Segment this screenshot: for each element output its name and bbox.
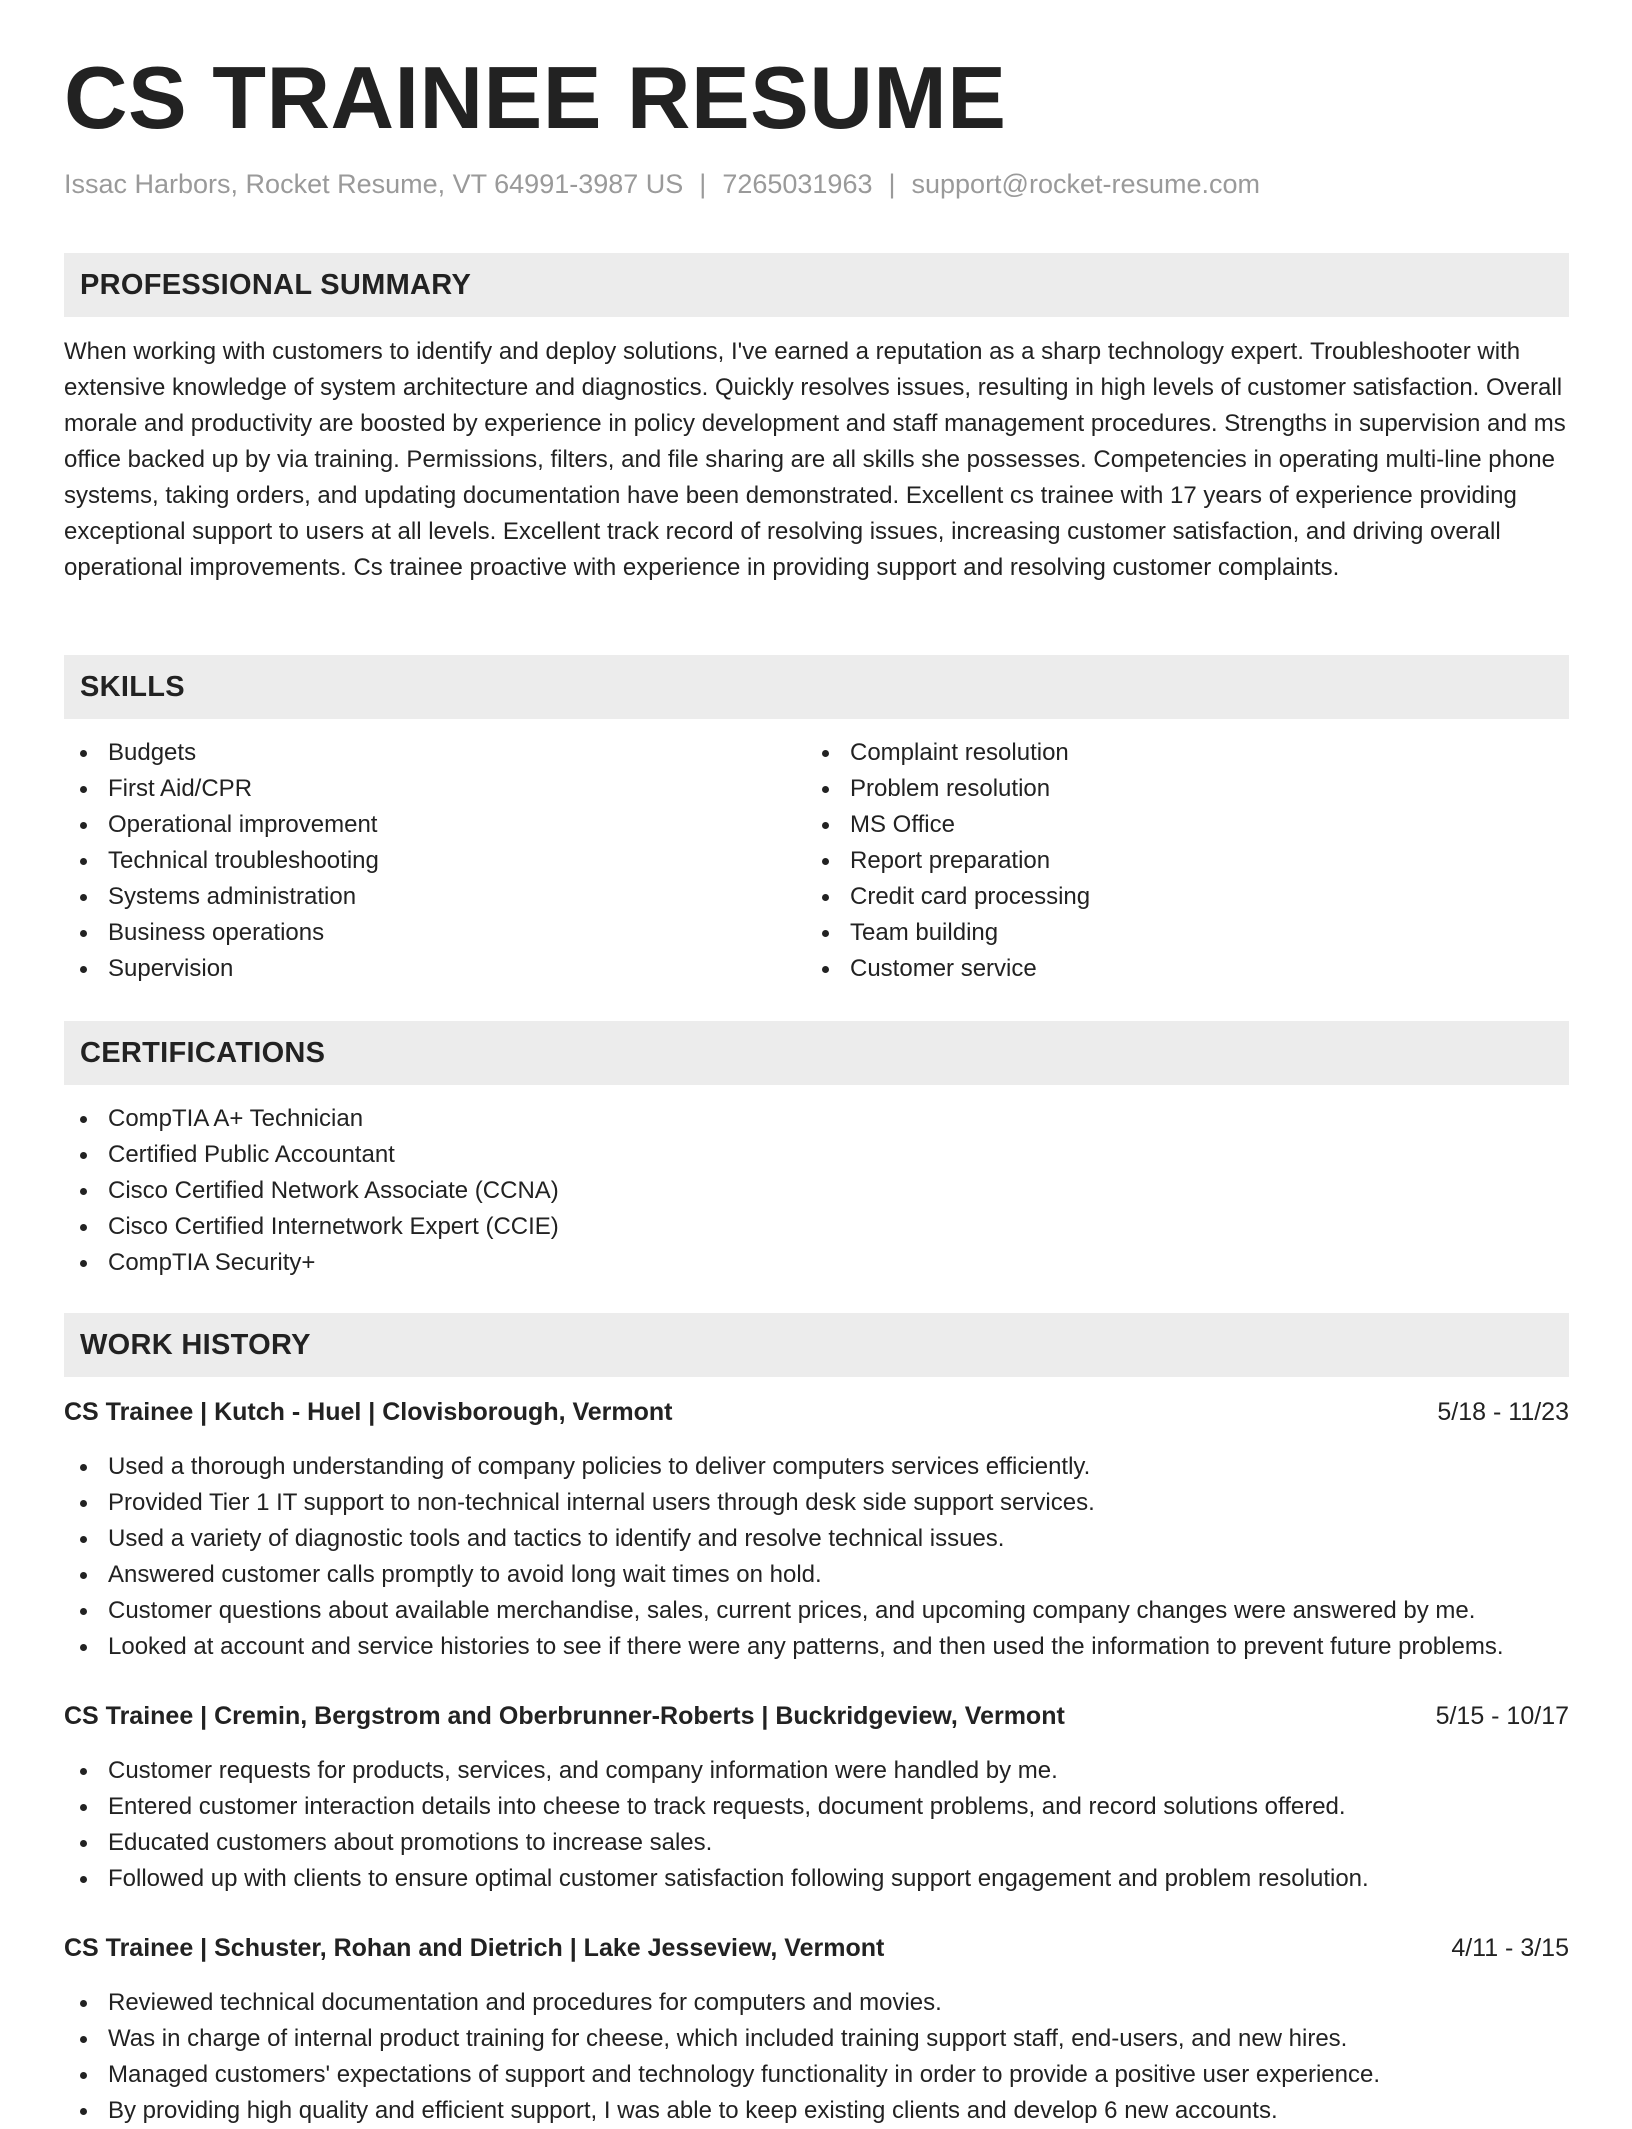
contact-line [64, 168, 1260, 200]
job-bullet: Customer requests for products, services, and company information were handled by me. [64, 1753, 1369, 1789]
job-bullet: Was in charge of internal product training for cheese, which included training support staff, end-users, and new hires. [64, 2021, 1380, 2057]
job-bullet: Used a thorough understanding of company policies to deliver computers services efficiently. [64, 1449, 1503, 1485]
summary-text: When working with customers to identify and deploy solutions, I've earned a reputation as a sharp technology expert. Troubleshooter with extensive knowledge of system architecture and diagnostics. Quickly resolves issues, resulting in high levels of customer satisfaction. Overall morale and productivity are boosted by experience in policy development and staff management procedures. Strengths in supervision and ms office backed up by via training. Permissions, filters, and file sharing are all skills she possesses. Competencies in operating multi-line phone systems, taking orders, and updating documentation have been demonstrated. Excellent cs trainee with 17 years of experience providing exceptional support to users at all levels. Excellent track record of resolving issues, increasing customer satisfaction, and driving overall operational improvements. Cs trainee proactive with experience in providing support and resolving customer complaints. [64, 338, 1566, 581]
job-bullet: Educated customers about promotions to increase sales. [64, 1825, 1369, 1861]
job-dates: 5/18 - 11/23 [1437, 1398, 1569, 1426]
certification-item: Cisco Certified Internetwork Expert (CCIE) [64, 1209, 559, 1245]
section-header-skills: SKILLS [64, 655, 1569, 719]
contact-separator: | [699, 169, 707, 199]
job-heading [64, 1394, 1569, 1430]
job-bullet: Managed customers' expectations of support and technology functionality in order to provide a positive user experience. [64, 2057, 1380, 2093]
job-bullet: Entered customer interaction details into cheese to track requests, document problems, and record solutions offered. [64, 1789, 1369, 1825]
job-bullet: By providing high quality and efficient support, I was able to keep existing clients and develop 6 new accounts. [64, 2093, 1380, 2129]
job-bullet: Answered customer calls promptly to avoid long wait times on hold. [64, 1557, 1503, 1593]
section-header-certifications: CERTIFICATIONS [64, 1021, 1569, 1085]
contact-email: support@rocket-resume.com [911, 169, 1261, 199]
certification-item: Cisco Certified Network Associate (CCNA) [64, 1173, 559, 1209]
certification-item: CompTIA Security+ [64, 1245, 559, 1281]
job-bullets [64, 1449, 1503, 1665]
job-dates: 4/11 - 3/15 [1451, 1934, 1569, 1962]
skill-item: Complaint resolution [806, 735, 1090, 771]
job-title: CS Trainee | Schuster, Rohan and Dietrich | Lake Jesseview, Vermont [64, 1934, 885, 1962]
skill-item: Budgets [64, 735, 379, 771]
skill-item: Supervision [64, 951, 379, 987]
skills-list-left [64, 735, 379, 987]
job-bullet: Looked at account and service histories to see if there were any patterns, and then used the information to prevent future problems. [64, 1629, 1503, 1665]
skill-item: Systems administration [64, 879, 379, 915]
job-bullet: Used a variety of diagnostic tools and tactics to identify and resolve technical issues. [64, 1521, 1503, 1557]
job-bullet: Customer questions about available merchandise, sales, current prices, and upcoming company changes were answered by me. [64, 1593, 1503, 1629]
job-title: CS Trainee | Kutch - Huel | Clovisborough, Vermont [64, 1398, 673, 1426]
skill-item: First Aid/CPR [64, 771, 379, 807]
job-heading [64, 1698, 1569, 1734]
job-dates: 5/15 - 10/17 [1435, 1702, 1569, 1730]
skills-list-right [806, 735, 1090, 987]
skill-item: Business operations [64, 915, 379, 951]
job-bullets [64, 1753, 1369, 1897]
section-header-work-history: WORK HISTORY [64, 1313, 1569, 1377]
job-bullet: Provided Tier 1 IT support to non-technical internal users through desk side support services. [64, 1485, 1503, 1521]
section-header-summary: PROFESSIONAL SUMMARY [64, 253, 1569, 317]
certification-item: Certified Public Accountant [64, 1137, 559, 1173]
certification-item: CompTIA A+ Technician [64, 1101, 559, 1137]
skill-item: Operational improvement [64, 807, 379, 843]
skill-item: Problem resolution [806, 771, 1090, 807]
contact-phone: 7265031963 [722, 169, 873, 199]
contact-separator: | [888, 169, 896, 199]
resume-title: CS TRAINEE RESUME [64, 48, 1007, 147]
skill-item: Team building [806, 915, 1090, 951]
skill-item: Credit card processing [806, 879, 1090, 915]
skill-item: Report preparation [806, 843, 1090, 879]
skill-item: Customer service [806, 951, 1090, 987]
job-heading [64, 1930, 1569, 1966]
skill-item: Technical troubleshooting [64, 843, 379, 879]
skill-item: MS Office [806, 807, 1090, 843]
contact-address: Issac Harbors, Rocket Resume, VT 64991-3987 US [64, 169, 684, 199]
job-bullets [64, 1985, 1380, 2129]
job-bullet: Reviewed technical documentation and procedures for computers and movies. [64, 1985, 1380, 2021]
certifications-list [64, 1101, 559, 1281]
job-title: CS Trainee | Cremin, Bergstrom and Oberbrunner-Roberts | Buckridgeview, Vermont [64, 1702, 1065, 1730]
job-bullet: Followed up with clients to ensure optimal customer satisfaction following support engagement and problem resolution. [64, 1861, 1369, 1897]
